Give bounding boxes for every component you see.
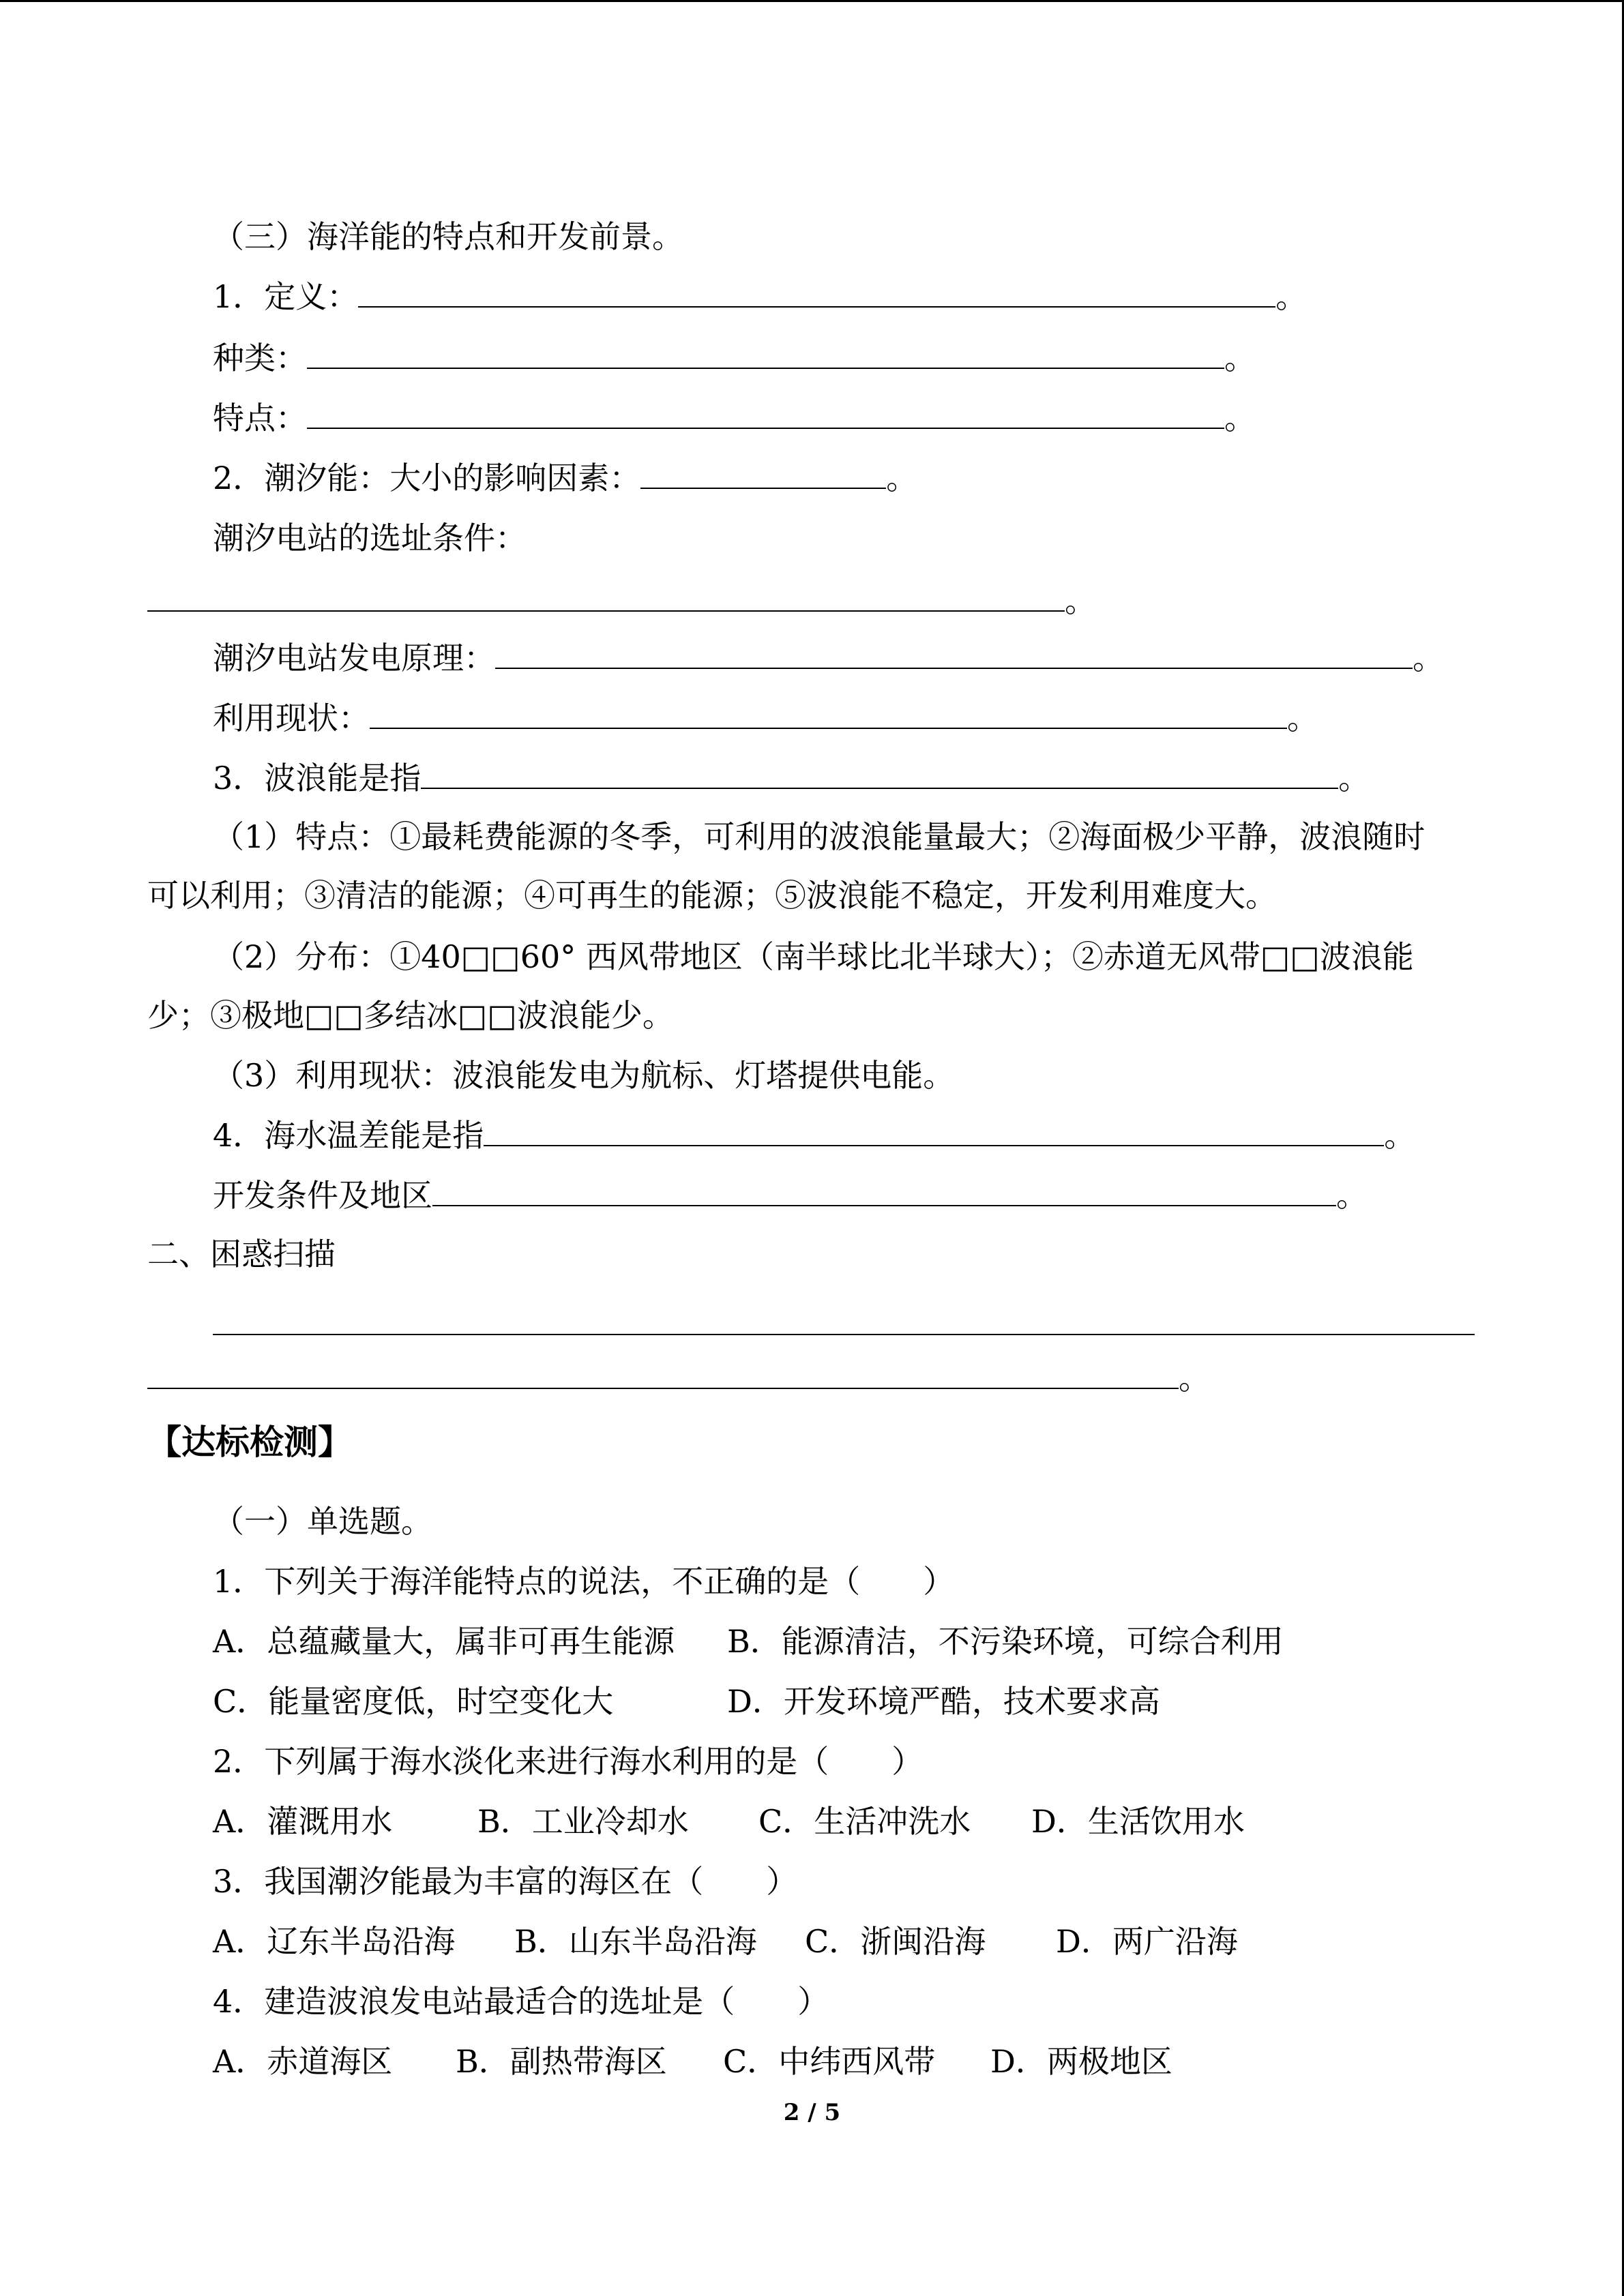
option-b[interactable]: B．山东半岛沿海 bbox=[514, 1923, 757, 1960]
period: 。 bbox=[1384, 1117, 1416, 1154]
option-c[interactable]: C．能量密度低，时空变化大 bbox=[213, 1683, 614, 1720]
wave-usage-line: （3）利用现状：波浪能发电为航标、灯塔提供电能。 bbox=[213, 1057, 955, 1094]
option-b[interactable]: B．能源清洁，不污染环境，可综合利用 bbox=[727, 1623, 1284, 1660]
tidal-principle-line bbox=[213, 637, 1444, 679]
period: 。 bbox=[1224, 340, 1256, 376]
tidal-principle-blank[interactable] bbox=[495, 640, 1413, 669]
question-stem: 1．下列关于海洋能特点的说法，不正确的是（ ） bbox=[213, 1563, 955, 1600]
option-a[interactable]: A．辽东半岛沿海 bbox=[213, 1923, 456, 1960]
option-a[interactable]: A．总蕴藏量大，属非可再生能源 bbox=[213, 1623, 675, 1660]
tidal-principle-label: 潮汐电站发电原理： bbox=[213, 640, 495, 676]
section-title: （三）海洋能的特点和开发前景。 bbox=[213, 218, 683, 255]
tidal-site-blank[interactable] bbox=[147, 583, 1065, 612]
wave-dist-line-1: （2）分布：①40□□60° 西风带地区（南半球比北半球大）；②赤道无风带□□波浪能 bbox=[213, 938, 1414, 975]
types-line bbox=[213, 337, 1256, 379]
wave-blank[interactable] bbox=[421, 760, 1338, 789]
definition-blank[interactable] bbox=[358, 279, 1275, 308]
period: 。 bbox=[886, 460, 918, 496]
confusion-blank-1[interactable] bbox=[213, 1307, 1475, 1335]
test-heading: 【达标检测】 bbox=[147, 1422, 352, 1462]
dev-line bbox=[213, 1174, 1368, 1217]
option-d[interactable]: D．两极地区 bbox=[990, 2043, 1172, 2080]
tidal-line bbox=[213, 457, 917, 499]
period: 。 bbox=[1336, 1177, 1368, 1214]
confusion-title: 二、困惑扫描 bbox=[147, 1236, 336, 1272]
period: 。 bbox=[1065, 582, 1096, 619]
option-a[interactable]: A．灌溉用水 bbox=[213, 1803, 393, 1840]
wave-line bbox=[213, 757, 1370, 799]
confusion-line-2 bbox=[147, 1357, 1210, 1399]
option-c[interactable]: C．中纬西风带 bbox=[723, 2043, 936, 2080]
wave-dist-line-2: 少；③极地□□多结冰□□波浪能少。 bbox=[147, 997, 674, 1034]
thermal-blank[interactable] bbox=[484, 1118, 1384, 1146]
thermal-label: 4．海水温差能是指 bbox=[213, 1117, 484, 1154]
question-stem: 2．下列属于海水淡化来进行海水利用的是（ ） bbox=[213, 1743, 924, 1780]
usage-line bbox=[213, 697, 1318, 739]
definition-label: 1．定义： bbox=[213, 278, 359, 315]
wave-features-line-2: 可以利用；③清洁的能源；④可再生的能源；⑤波浪能不稳定，开发利用难度大。 bbox=[147, 877, 1277, 914]
types-label: 种类： bbox=[213, 340, 307, 376]
question-stem: 4．建造波浪发电站最适合的选址是（ ） bbox=[213, 1983, 829, 2020]
page-frame-top bbox=[0, 0, 1624, 2]
option-a[interactable]: A．赤道海区 bbox=[213, 2043, 393, 2080]
tidal-label: 2．潮汐能：大小的影响因素： bbox=[213, 460, 641, 496]
tidal-site-line bbox=[147, 580, 1096, 622]
option-d[interactable]: D．两广沿海 bbox=[1056, 1923, 1238, 1960]
page-number: 2 / 5 bbox=[783, 2099, 841, 2126]
usage-blank[interactable] bbox=[370, 700, 1287, 729]
period: 。 bbox=[1179, 1360, 1210, 1397]
option-d[interactable]: D．生活饮用水 bbox=[1031, 1803, 1245, 1840]
period: 。 bbox=[1287, 700, 1318, 736]
option-c[interactable]: C．浙闽沿海 bbox=[805, 1923, 986, 1960]
features-line bbox=[213, 397, 1256, 439]
period: 。 bbox=[1224, 400, 1256, 436]
question-stem: 3．我国潮汐能最为丰富的海区在（ ） bbox=[213, 1863, 798, 1900]
option-b[interactable]: B．副热带海区 bbox=[456, 2043, 667, 2080]
wave-features-line-1: （1）特点：①最耗费能源的冬季，可利用的波浪能量最大；②海面极少平静，波浪随时 bbox=[213, 818, 1426, 855]
test-subtitle: （一）单选题。 bbox=[213, 1503, 432, 1540]
usage-label: 利用现状： bbox=[213, 700, 370, 736]
wave-label: 3．波浪能是指 bbox=[213, 760, 422, 796]
features-blank[interactable] bbox=[307, 400, 1224, 429]
features-label: 特点： bbox=[213, 400, 307, 436]
tidal-site-label: 潮汐电站的选址条件： bbox=[213, 520, 527, 556]
dev-blank[interactable] bbox=[432, 1178, 1336, 1206]
types-blank[interactable] bbox=[307, 340, 1224, 369]
option-c[interactable]: C．生活冲洗水 bbox=[758, 1803, 971, 1840]
period: 。 bbox=[1275, 278, 1308, 315]
tidal-factor-blank[interactable] bbox=[640, 460, 886, 489]
definition-line bbox=[213, 275, 1307, 318]
thermal-line bbox=[213, 1114, 1415, 1157]
option-b[interactable]: B．工业冷却水 bbox=[477, 1803, 689, 1840]
confusion-blank-2[interactable] bbox=[147, 1360, 1179, 1389]
option-d[interactable]: D．开发环境严酷，技术要求高 bbox=[727, 1683, 1160, 1720]
period: 。 bbox=[1338, 760, 1370, 796]
period: 。 bbox=[1413, 640, 1444, 676]
dev-label: 开发条件及地区 bbox=[213, 1177, 432, 1214]
